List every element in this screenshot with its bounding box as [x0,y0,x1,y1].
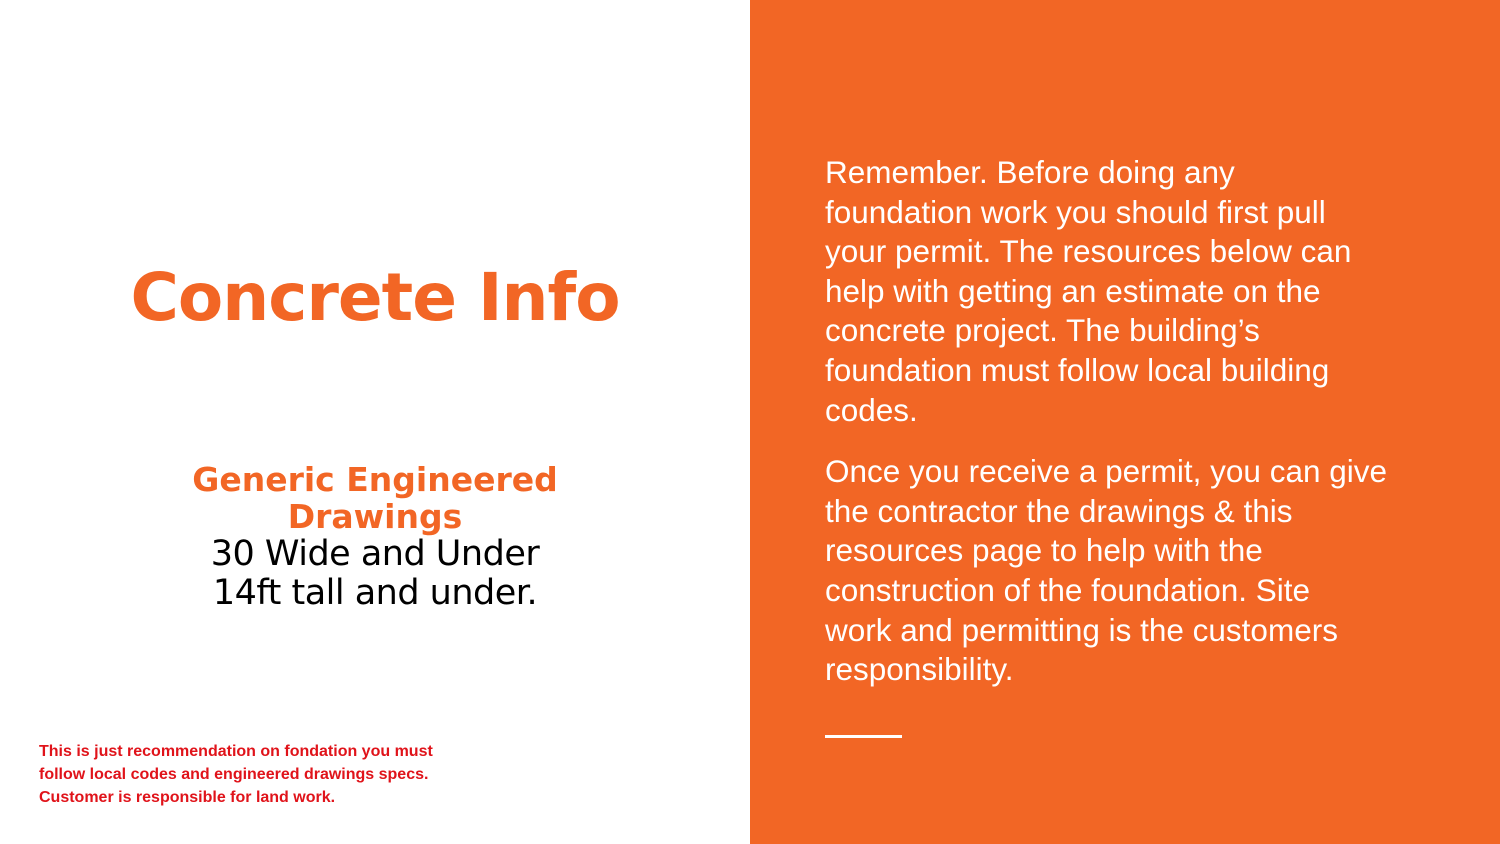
body-text [825,153,1465,712]
paragraph-line: codes. [825,391,918,428]
paragraph-line: foundation must follow local building [825,351,1330,388]
disclaimer-line-1: This is just recommendation on fondation you must [39,743,433,760]
disclaimer-line-2: follow local codes and engineered drawings specs. [39,766,429,783]
paragraph-line: work and permitting is the customers [825,611,1338,648]
disclaimer-line-3: Customer is responsible for land work. [39,789,336,806]
subtitle-heading-line-1: Generic Engineered [192,460,558,499]
paragraph-line: responsibility. [825,651,1014,688]
subtitle-heading-line-2: Drawings [287,497,463,536]
disclaimer-note [39,740,499,809]
paragraph-line: Once you receive a permit, you can give [825,453,1388,490]
paragraph-line: Remember. Before doing any [825,154,1235,190]
subtitle-detail-width: 30 Wide and Under [210,534,540,574]
slide-title: Concrete Info [130,259,620,336]
accent-divider [825,735,902,738]
paragraph-line: the contractor the drawings & this [825,492,1293,529]
paragraph-line: foundation work you should first pull [825,193,1326,230]
paragraph-permit-reminder [825,153,1465,430]
paragraph-line: help with getting an estimate on the [825,272,1321,309]
paragraph-line: resources page to help with the [825,532,1263,569]
paragraph-line: construction of the foundation. Site [825,571,1311,608]
paragraph-contractor-info [825,452,1465,690]
paragraph-line: your permit. The resources below can [825,233,1352,270]
subtitle-detail-height: 14ft tall and under. [212,573,538,613]
subtitle-block [100,461,650,613]
paragraph-line: concrete project. The building’s [825,312,1260,349]
